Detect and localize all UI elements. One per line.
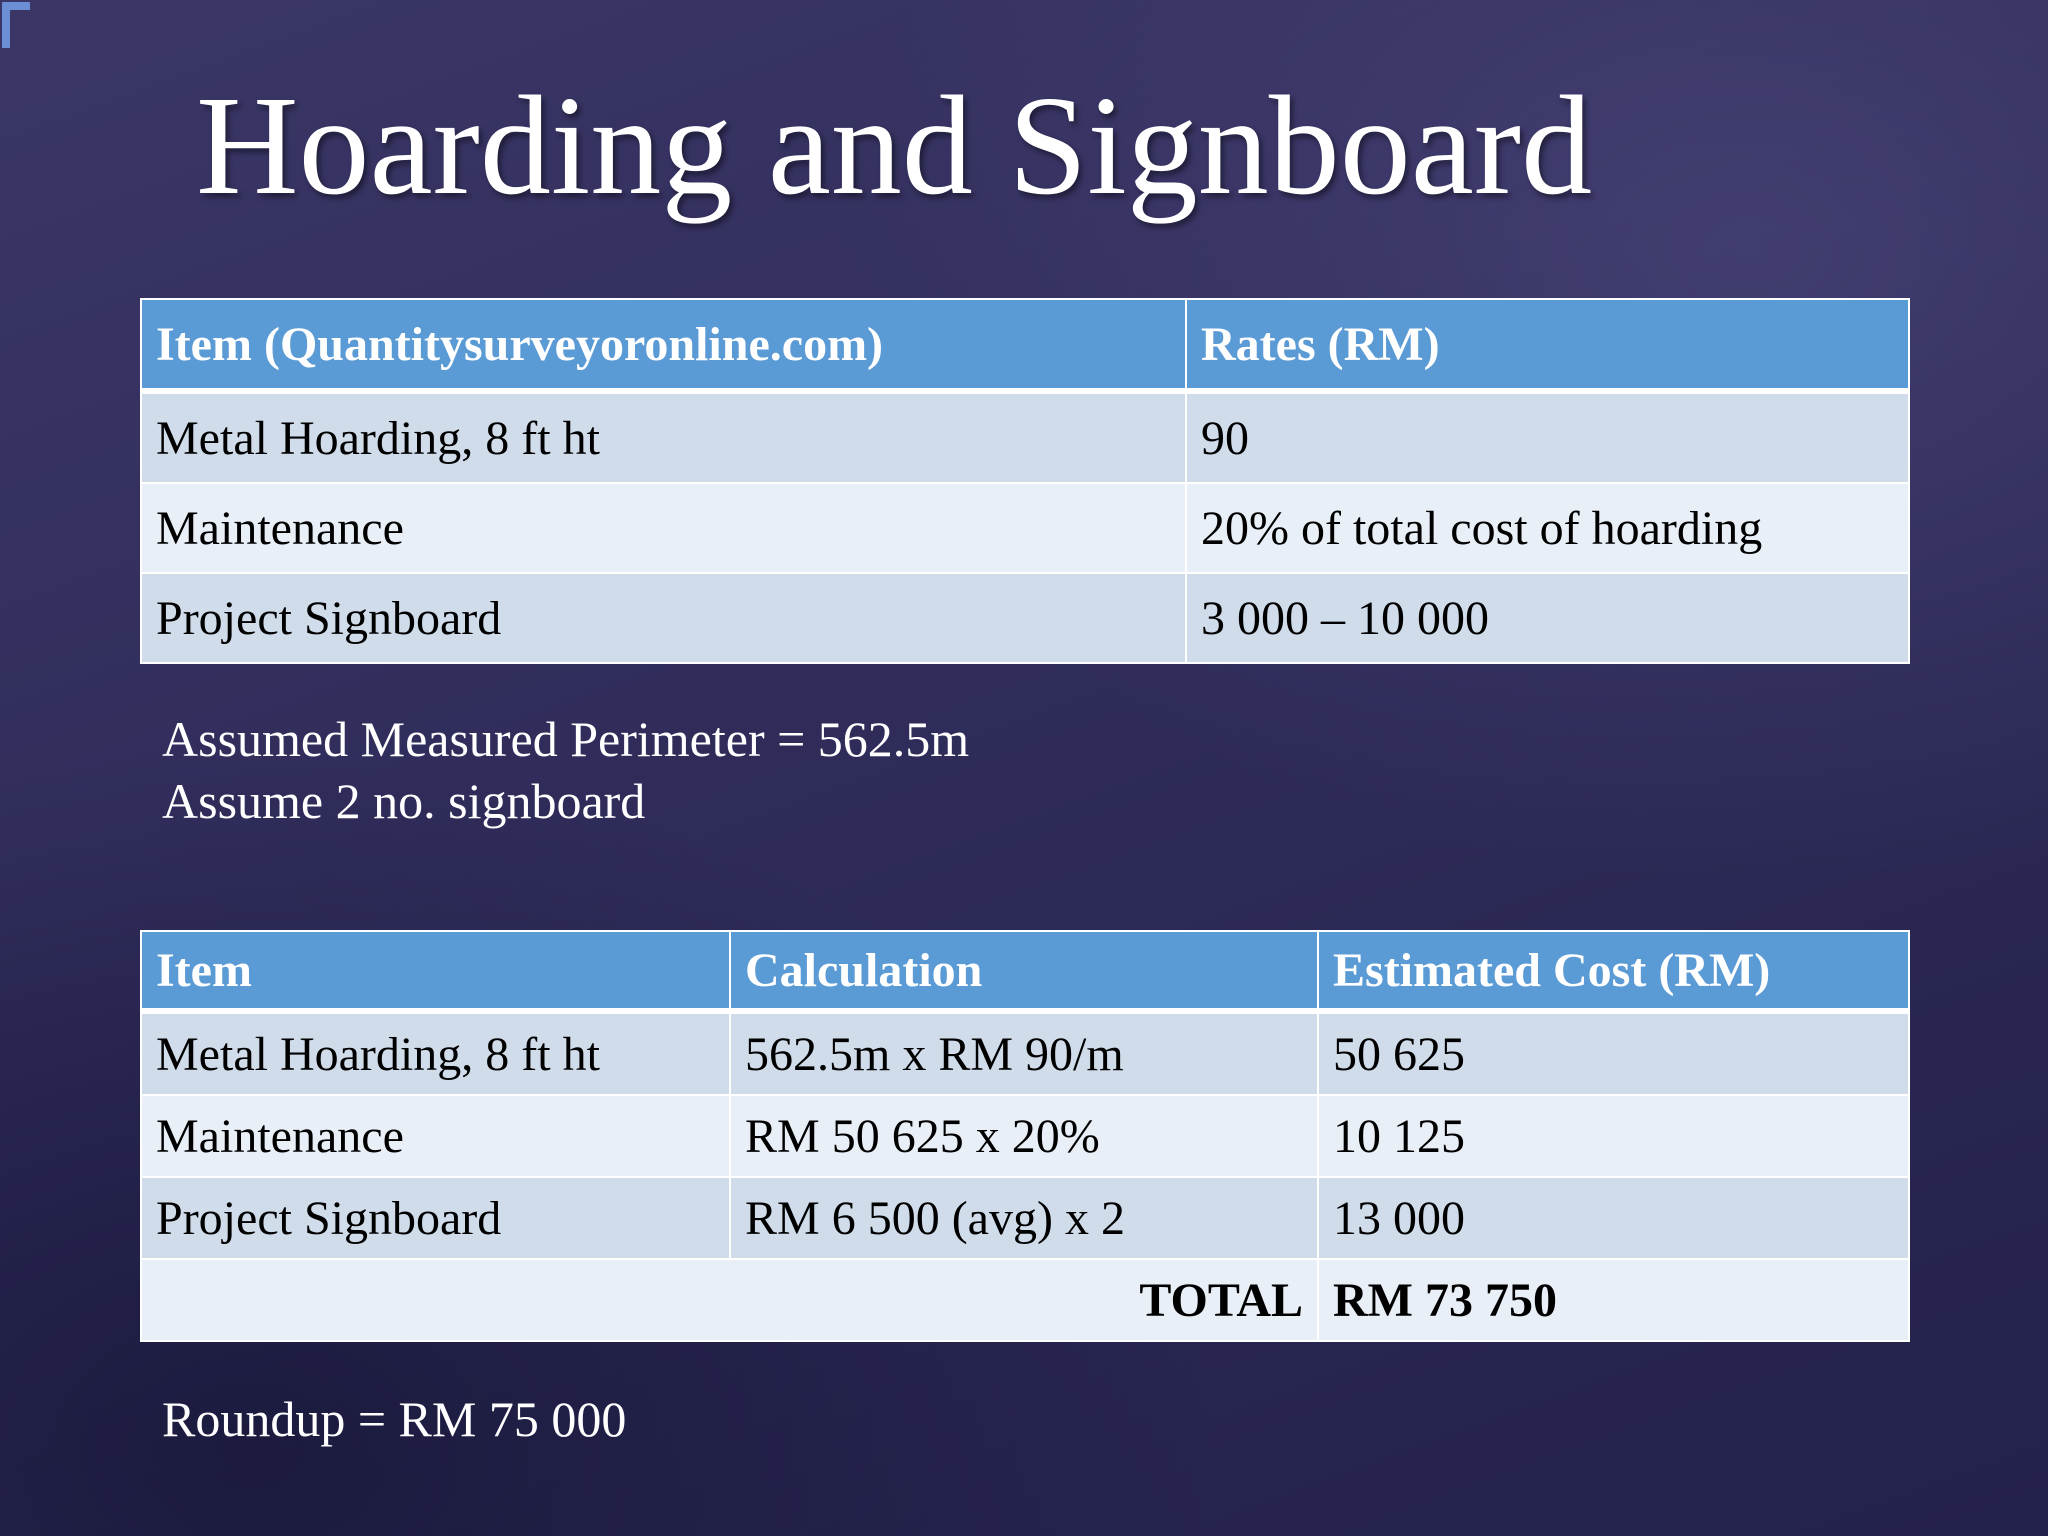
assumption-signboards: Assume 2 no. signboard — [162, 773, 646, 829]
table-cell: Maintenance — [141, 1095, 730, 1177]
total-value: RM 73 750 — [1318, 1259, 1909, 1341]
table-header-row — [141, 931, 1909, 1011]
column-header-estimated-cost: Estimated Cost (RM) — [1318, 931, 1909, 1011]
table-cell: 20% of total cost of hoarding — [1186, 483, 1909, 573]
table-cell: 50 625 — [1318, 1011, 1909, 1095]
table-row — [141, 483, 1909, 573]
table-row — [141, 1011, 1909, 1095]
table-row — [141, 573, 1909, 663]
table-cell: Metal Hoarding, 8 ft ht — [141, 1011, 730, 1095]
bracket-corner-icon — [0, 0, 40, 50]
rates-table — [140, 298, 1910, 664]
column-header-calculation: Calculation — [730, 931, 1318, 1011]
column-header-rates: Rates (RM) — [1186, 299, 1909, 391]
estimate-table — [140, 930, 1910, 1342]
table-row — [141, 391, 1909, 483]
table-header-row — [141, 299, 1909, 391]
column-header-item: Item — [141, 931, 730, 1011]
column-header-item: Item (Quantitysurveyoronline.com) — [141, 299, 1186, 391]
table-cell: 13 000 — [1318, 1177, 1909, 1259]
table-cell: 90 — [1186, 391, 1909, 483]
table-row — [141, 1095, 1909, 1177]
table-cell: 562.5m x RM 90/m — [730, 1011, 1318, 1095]
total-row — [141, 1259, 1909, 1341]
table-cell: 3 000 – 10 000 — [1186, 573, 1909, 663]
assumption-perimeter: Assumed Measured Perimeter = 562.5m — [162, 711, 970, 767]
table-cell: 10 125 — [1318, 1095, 1909, 1177]
table-row — [141, 1177, 1909, 1259]
assumptions-text — [162, 708, 969, 832]
table-cell: Project Signboard — [141, 1177, 730, 1259]
table-cell: RM 6 500 (avg) x 2 — [730, 1177, 1318, 1259]
table-cell: Maintenance — [141, 483, 1186, 573]
roundup-text: Roundup = RM 75 000 — [162, 1391, 627, 1447]
slide-title: Hoarding and Signboard — [196, 66, 1593, 224]
total-label: TOTAL — [141, 1259, 1318, 1341]
table-cell: Project Signboard — [141, 573, 1186, 663]
table-cell: RM 50 625 x 20% — [730, 1095, 1318, 1177]
table-cell: Metal Hoarding, 8 ft ht — [141, 391, 1186, 483]
